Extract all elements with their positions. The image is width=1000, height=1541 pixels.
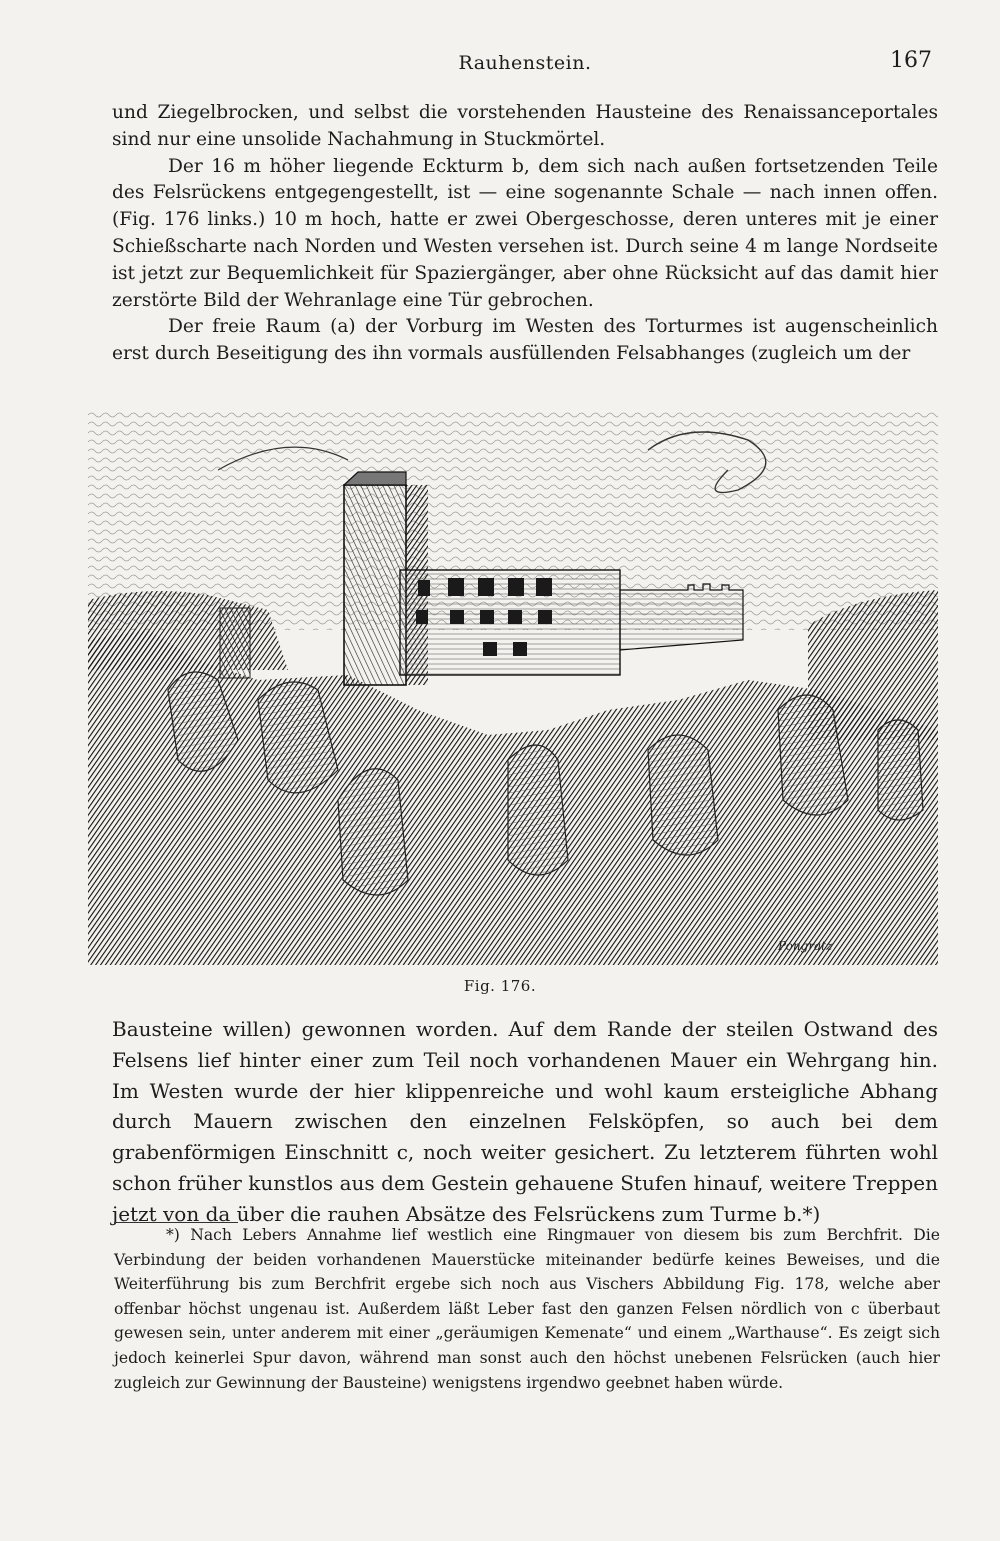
running-title: Rauhenstein. [458, 52, 592, 74]
body-text-bottom [112, 1014, 938, 1230]
rock-cliff [878, 720, 923, 820]
castle-engraving-image [88, 410, 938, 965]
paragraph: Bausteine willen) gewonnen worden. Auf dem Rande der steilen Ostwand des Felsens lief hinter einer zum Teil noch vorhandenen Mauer ein Wehrgang hin. Im Westen wurde der hier klippenreiche und wohl kaum ersteigliche Abhang durch Mauern zwischen den einzelnen Felsköpfen, so auch bei dem grabenförmigen Einschnitt c, noch weiter gesichert. Zu letzterem führten wohl schon früher kunstlos aus dem Gestein gehauene Stufen hinauf, weitere Treppen jetzt von da über die rauhen Absätze des Felsrückens zum Turme b.*) [112, 1017, 938, 1226]
footnote [114, 1223, 940, 1395]
ruined-tower-left [220, 608, 250, 678]
rock-cliff [338, 769, 408, 895]
rock-cliff [508, 745, 568, 875]
castle-illustration [88, 410, 938, 965]
paragraph: und Ziegelbrocken, und selbst die vorstehenden Hausteine des Renaissanceportales sind nur eine unsolide Nachahmung in Stuckmörtel. [112, 102, 938, 150]
paragraph: Der 16 m höher liegende Eckturm b, dem sich nach außen fortsetzenden Teile des Felsrückens entgegengestellt, ist — eine sogenannte Schale — nach innen offen. (Fig. 176 links.) 10 m hoch, hatte er zwei Obergeschosse, deren unteres mit je einer Schießscharte nach Norden und Westen versehen ist. Durch seine 4 m lange Nordseite ist jetzt zur Bequemlichkeit für Spaziergänger, aber ohne Rücksicht auf das damit hier zerstörte Bild der Wehranlage eine Tür gebrochen. [112, 155, 938, 311]
keep-tower [344, 485, 406, 685]
rock-cliff [648, 735, 718, 855]
page-number: 167 [890, 48, 932, 73]
running-head [110, 48, 940, 78]
paragraph: Der freie Raum (a) der Vorburg im Westen des Torturmes ist augenscheinlich erst durch Beseitigung des ihn vormals ausfüllenden Felsabhanges (zugleich um der [112, 316, 938, 365]
artist-signature: Pongratz [778, 939, 833, 953]
body-text-top [112, 100, 938, 368]
footnote-text: *) Nach Lebers Annahme lief westlich eine Ringmauer von diesem bis zum Berchfrit. Die Verbindung der beiden vorhandenen Mauerstücke miteinander bedürfe keines Beweises, und die Weiterführung bis zum Berchfrit ergebe sich noch aus Vischers Abbildung Fig. 178, welche aber offenbar höchst ungenau ist. Außerdem läßt Leber fast den ganzen Felsen nördlich von c überbaut gewesen sein, unter anderem mit einer „geräumigen Kemenate“ und einem „Warthause“. Es zeigt sich jedoch keinerlei Spur davon, während man sonst auch den höchst unebenen Felsrücken (auch hier zugleich zur Gewinnung der Bausteine) wenigstens irgendwo geebnet haben würde. [114, 1226, 940, 1392]
crenellated-wall [620, 584, 743, 650]
figure-caption: Fig. 176. [463, 977, 537, 995]
